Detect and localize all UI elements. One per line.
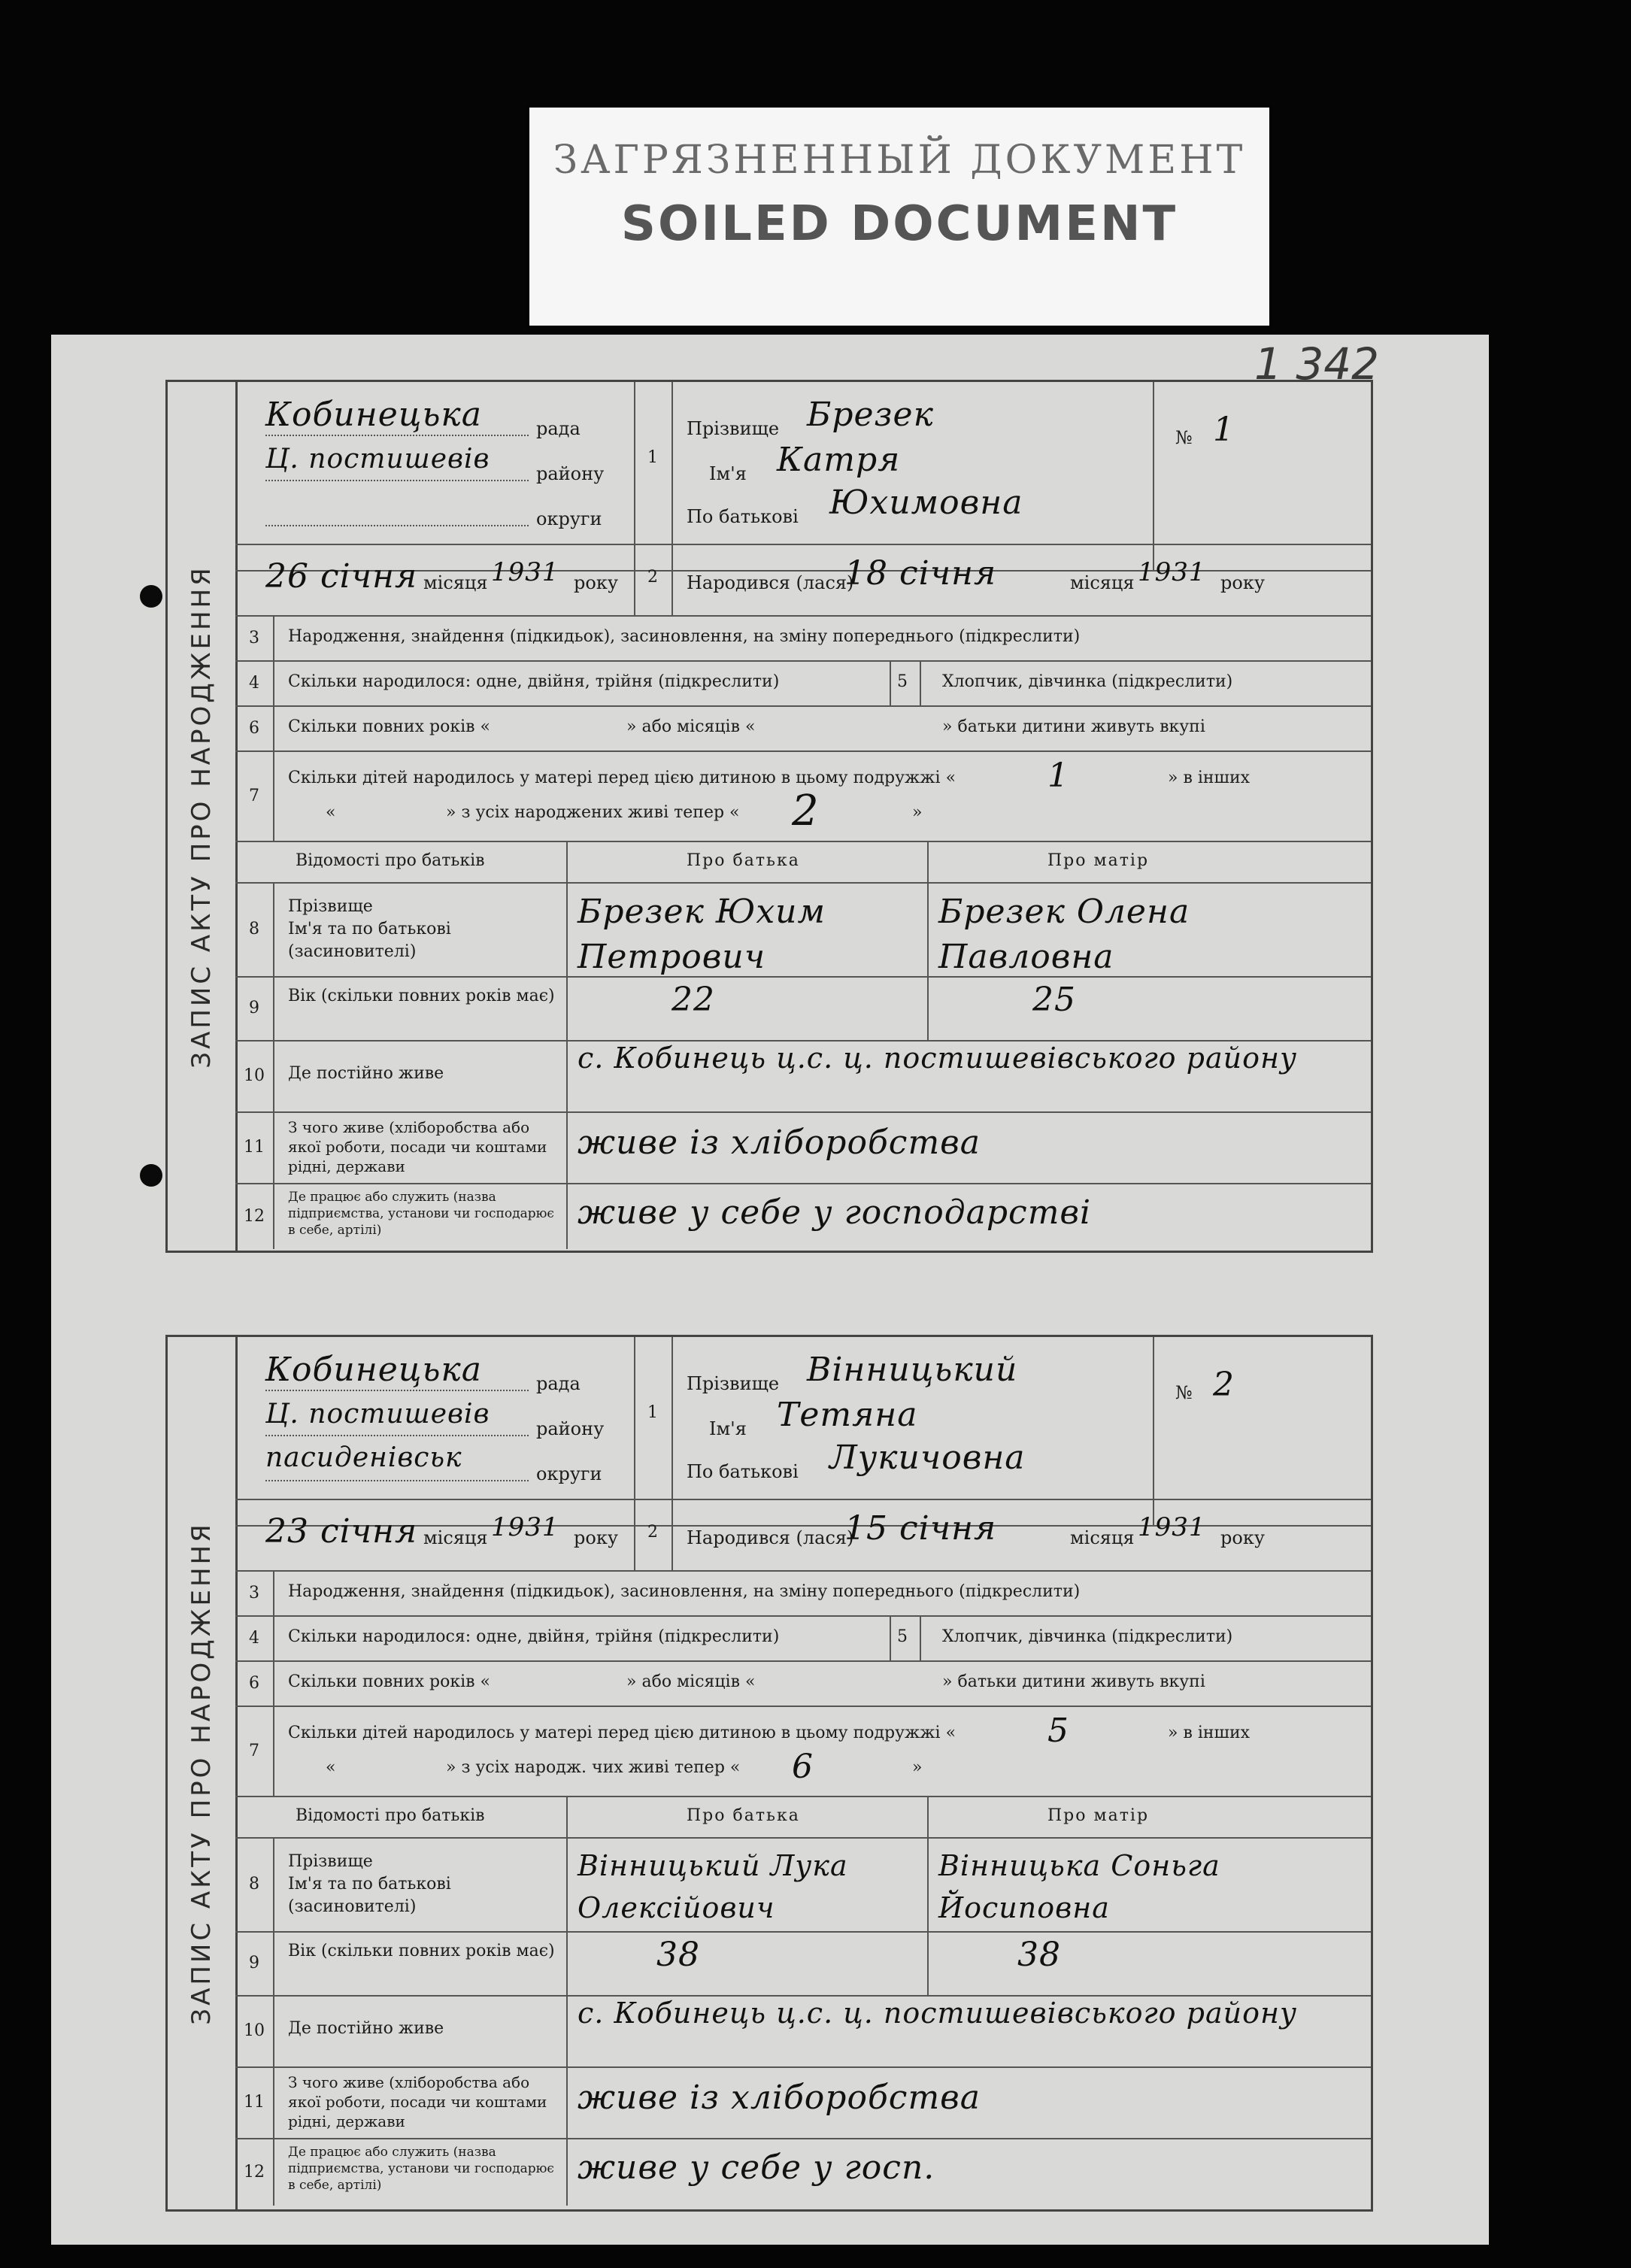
registration-date: 23 січня [265,1512,418,1551]
children-in-marriage: 1 [1047,757,1069,795]
month-label: місяця [423,572,488,593]
parents-header-row [235,841,1371,884]
okruha-label: округи [536,1463,602,1484]
row-4-text: Скільки народилося: одне, двійня, трійня (підкреслити) [288,672,780,691]
side-title [168,1337,238,2209]
row-8-text: Прізвище Ім'я та по батькові (засиновителі) [288,1852,451,1916]
row-5-text: Хлопчик, дівчинка (підкреслити) [942,1627,1233,1646]
row-7-text-b: » в інших [1168,1724,1251,1742]
birth-year: 1931 [1138,557,1206,587]
row-6-text-c: » батьки дитини живуть вкупі [942,1672,1205,1691]
birth-year-label: року [1220,1527,1265,1548]
row-6-text-a: Скільки повних років « [288,717,490,736]
row-6-text-a: Скільки повних років « [288,1672,490,1691]
child-surname: Вінницький [807,1351,1018,1389]
row-10: 10 Де постійно живе с. Кобинець ц.с. ц. постишевівського району [235,1995,1371,2068]
patronymic-label: По батькові [687,1461,799,1482]
rada-label: рада [536,1373,581,1394]
birth-month-label: місяця [1070,572,1135,593]
registration-year: 1931 [491,1512,559,1542]
year-label: року [574,1527,618,1548]
parents-header: Відомості про батьків [296,1806,485,1825]
residence: с. Кобинець ц.с. ц. постишевівського району [578,1997,1298,2030]
row-11: 11 З чого живе (хліборобства або якої роботи, посади чи коштами рідні, держави живе із хліборобства [235,1111,1371,1184]
side-title [168,382,238,1251]
row-12-text: Де працює або служить (назва підприємства, установи чи господарює в себе, артілі) [288,2145,554,2193]
row-10: 10 Де постійно живе с. Кобинець ц.с. ц. постишевівського району [235,1040,1371,1113]
child-patronymic: Юхимовна [829,484,1023,522]
children-in-marriage: 5 [1047,1712,1069,1750]
stamp-line-ru: ЗАГРЯЗНЕННЫЙ ДОКУМЕНТ [553,138,1246,183]
row-7-text-c: » з усіх народж. чих живі тепер « [446,1758,741,1777]
year-label: року [574,572,618,593]
birth-date: 15 січня [844,1509,997,1548]
row-7-close-quote: » [912,803,923,822]
child-name: Тетяна [777,1396,918,1434]
okruha-label: округи [536,508,602,529]
children-alive: 6 [792,1748,814,1786]
row-9: 9 Вік (скільки повних років має) 22 25 [235,976,1371,1042]
father-age: 38 [656,1936,700,1974]
soiled-document-label [529,108,1269,326]
birth-year-label: року [1220,572,1265,593]
mother-age: 25 [1032,981,1076,1019]
surname-label: Прізвище [687,1373,780,1394]
row-6: 6 Скільки повних років « » або місяців « » батьки дитини живуть вкупі [235,705,1371,752]
side-title-text: ЗАПИС АКТУ ПРО НАРОДЖЕННЯ [186,564,217,1069]
row-12-text: Де працює або служить (назва підприємства, установи чи господарює в себе, артілі) [288,1190,554,1238]
row-4-text: Скільки народилося: одне, двійня, трійня (підкреслити) [288,1627,780,1646]
rada-label: рада [536,418,581,439]
row-6-text-b: » або місяців « [626,1672,756,1691]
row-7: 7 Скільки дітей народилось у матері перед цією дитиною в цьому подружжі « 1 » в інших « » з усіх народжених живі тепер « 2 » [235,750,1371,842]
row-7-text-c: » з усіх народжених живі тепер « [446,803,740,822]
father-header: Про батька [687,851,800,870]
parents-header-row [235,1796,1371,1839]
raion-value: Ц. постишевів [265,444,490,475]
record-number-label: № [1175,1382,1193,1403]
rada-value: Кобинецька [265,396,482,434]
raion-label: району [536,463,605,484]
stamp-line-en: SOILED DOCUMENT [620,196,1178,252]
raion-value: Ц. постишевів [265,1399,490,1430]
date-row: 2 26 січня місяця 1931 року Народився (лася) 18 січня місяця 1931 року [235,544,1371,617]
row-3-text: Народження, знайдення (підкидьок), засиновлення, на зміну попереднього (підкреслити) [288,627,1081,646]
mother-name: Брезек Олена Павловна [938,893,1190,976]
row-11-text: З чого живе (хліборобства або якої роботи, посади чи коштами рідні, держави [288,1118,547,1175]
child-name: Катря [777,441,901,479]
child-surname: Брезек [807,396,934,434]
record-number-label: № [1175,427,1193,448]
row-12: 12 Де працює або служить (назва підприємства, установи чи господарює в себе, артілі) живе у себе у госп. [235,2138,1371,2206]
birth-date: 18 січня [844,554,997,593]
row-7-open-quote: « [326,1758,336,1777]
mother-header: Про матір [1047,1806,1150,1825]
father-header: Про батька [687,1806,800,1825]
name-label: Ім'я [709,463,747,484]
punch-hole [140,1164,162,1187]
born-label: Народився (лася) [687,1527,854,1548]
row-4-5: 4 Скільки народилося: одне, двійня, трійня (підкреслити) 5 Хлопчик, дівчинка (підкреслити) [235,1615,1371,1662]
record-number: 1 [1213,411,1235,449]
mother-name: Вінницька Соньга Йосиповна [938,1849,1220,1924]
registration-year: 1931 [491,557,559,587]
row-9-text: Вік (скільки повних років має) [288,1942,555,1960]
row-6-text-c: » батьки дитини живуть вкупі [942,717,1205,736]
row-6-text-b: » або місяців « [626,717,756,736]
birth-record-1 [165,380,1373,1253]
row-4-5: 4 Скільки народилося: одне, двійня, трійня (підкреслити) 5 Хлопчик, дівчинка (підкреслити) [235,660,1371,707]
patronymic-label: По батькові [687,506,799,527]
rada-value: Кобинецька [265,1351,482,1389]
row-7: 7 Скільки дітей народилось у матері перед цією дитиною в цьому подружжі « 5 » в інших « » з усіх народж. чих живі тепер « 6 » [235,1706,1371,1797]
registration-date: 26 січня [265,557,418,596]
row-3-text: Народження, знайдення (підкидьок), засиновлення, на зміну попереднього (підкреслити) [288,1582,1081,1601]
archive-number: 1 342 [1254,338,1380,390]
row-10-text: Де постійно живе [288,2019,444,2038]
okruha-value: пасиденівськ [265,1442,462,1473]
children-alive: 2 [792,787,820,835]
date-row: 2 23 січня місяця 1931 року Народився (лася) 15 січня місяця 1931 року [235,1499,1371,1572]
side-title-text: ЗАПИС АКТУ ПРО НАРОДЖЕННЯ [186,1521,217,2025]
mother-header: Про матір [1047,851,1150,870]
born-label: Народився (лася) [687,572,854,593]
punch-hole [140,585,162,608]
row-7-open-quote: « [326,803,336,822]
record-number: 2 [1213,1366,1235,1404]
surname-label: Прізвище [687,418,780,439]
row-10-text: Де постійно живе [288,1064,444,1083]
workplace: живе у себе у господарстві [578,1193,1092,1232]
row-5-text: Хлопчик, дівчинка (підкреслити) [942,672,1233,691]
row-8: 8 Прізвище Ім'я та по батькові (засиновителі) Вінницький Лука Олексійович Вінницька Соньга Йосиповна [235,1837,1371,1933]
month-label: місяця [423,1527,488,1548]
row-11-text: З чого живе (хліборобства або якої роботи, посади чи коштами рідні, держави [288,2073,547,2130]
workplace: живе у себе у госп. [578,2148,935,2187]
mother-age: 38 [1017,1936,1061,1974]
header-block: 1 Кобинецька рада Ц. постишевів району пасиденівськ округи Прізвище Вінницький Ім'я Тетяна По батькові Лукичовна № 2 [235,1337,1371,1527]
row-6: 6 Скільки повних років « » або місяців « » батьки дитини живуть вкупі [235,1660,1371,1707]
row-9: 9 Вік (скільки повних років має) 38 38 [235,1931,1371,1997]
birth-record-2 [165,1335,1373,2212]
parents-header: Відомості про батьків [296,851,485,870]
father-name: Вінницький Лука Олексійович [578,1849,848,1924]
row-11: 11 З чого живе (хліборобства або якої роботи, посади чи коштами рідні, держави живе із хліборобства [235,2066,1371,2139]
row-7-text-a: Скільки дітей народилось у матері перед цією дитиною в цьому подружжі « [288,769,956,787]
header-block: 1 Кобинецька рада Ц. постишевів району округи Прізвище Брезек Ім'я Катря По батькові Юхимовна № 1 [235,382,1371,572]
livelihood: живе із хліборобства [578,2078,981,2117]
row-7-close-quote: » [912,1758,923,1777]
father-name: Брезек Юхим Петрович [578,893,826,976]
birth-year: 1931 [1138,1512,1206,1542]
row-3: 3 Народження, знайдення (підкидьок), засиновлення, на зміну попереднього (підкреслити) [235,615,1371,662]
row-8-text: Прізвище Ім'я та по батькові (засиновителі) [288,897,451,961]
row-8: 8 Прізвище Ім'я та по батькові (засиновителі) Брезек Юхим Петрович Брезек Олена Павловна [235,882,1371,978]
raion-label: району [536,1418,605,1439]
residence: с. Кобинець ц.с. ц. постишевівського району [578,1042,1298,1075]
child-patronymic: Лукичовна [829,1439,1026,1477]
row-12: 12 Де працює або служить (назва підприємства, установи чи господарює в себе, артілі) живе у себе у господарстві [235,1183,1371,1249]
birth-month-label: місяця [1070,1527,1135,1548]
row-7-text-b: » в інших [1168,769,1251,787]
row-9-text: Вік (скільки повних років має) [288,987,555,1005]
livelihood: живе із хліборобства [578,1123,981,1162]
row-7-text-a: Скільки дітей народилось у матері перед цією дитиною в цьому подружжі « [288,1724,956,1742]
father-age: 22 [671,981,715,1019]
row-3: 3 Народження, знайдення (підкидьок), засиновлення, на зміну попереднього (підкреслити) [235,1570,1371,1617]
name-label: Ім'я [709,1418,747,1439]
